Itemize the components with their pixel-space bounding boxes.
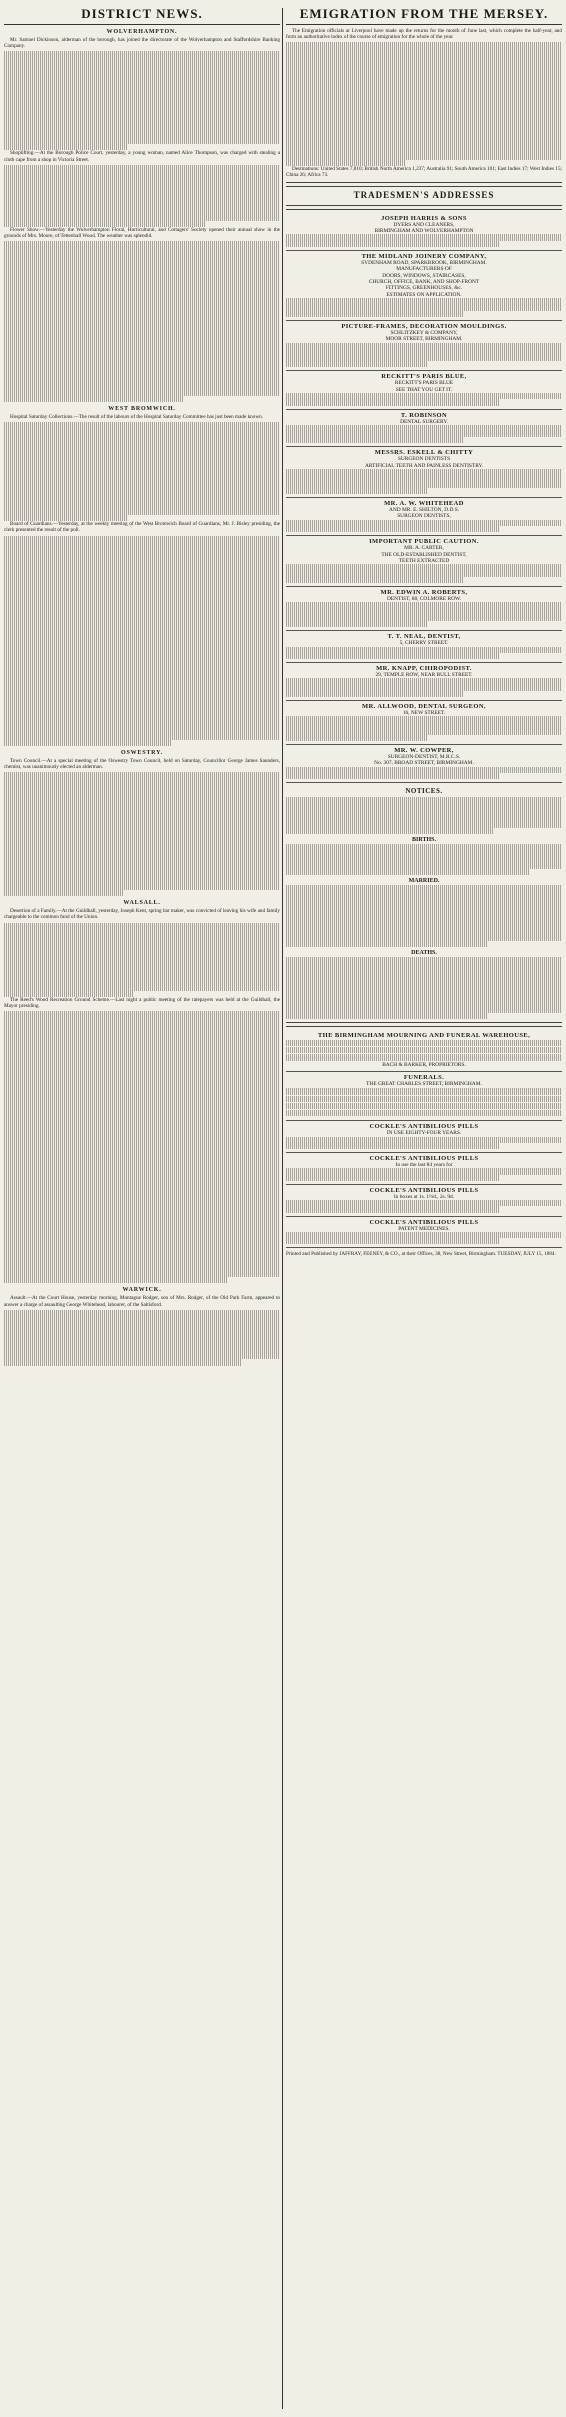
ad-line: DOORS, WINDOWS, STAIRCASES, bbox=[382, 272, 466, 279]
ad-subtitle: DENTIST, 88, COLMORE ROW. bbox=[387, 596, 461, 602]
ad-line: No. 307, BROAD STREET, BIRMINGHAM. bbox=[374, 760, 474, 767]
text-line bbox=[286, 621, 427, 627]
ad-name: T. ROBINSON bbox=[400, 411, 448, 419]
text-line bbox=[286, 1047, 562, 1053]
tradesman-ad bbox=[286, 587, 562, 631]
ad-name: PICTURE-FRAMES, DECORATION MOULDINGS. bbox=[341, 322, 507, 330]
funerals-ad-title: FUNERALS. bbox=[403, 1074, 445, 1082]
news-body bbox=[4, 772, 280, 896]
ad-name: MR. EDWIN A. ROBERTS, bbox=[380, 589, 468, 596]
tradesman-ad bbox=[286, 498, 562, 536]
news-body bbox=[4, 923, 280, 997]
tradesmen-heading: TRADESMEN'S ADDRESSES bbox=[353, 189, 495, 200]
births-body bbox=[286, 844, 562, 875]
section-heading: OSWESTRY. bbox=[121, 749, 163, 756]
text-line bbox=[286, 773, 499, 779]
ad-line: MANUFACTURERS OF bbox=[396, 266, 452, 273]
imprint: Printed and Published by JAFFRAY, FEENEY, & CO., at their Offices, 38, New Street, Birmingham. TUESDAY, JULY 15, 1884. bbox=[286, 1251, 556, 1258]
text-line bbox=[4, 1277, 228, 1283]
text-line bbox=[286, 526, 499, 532]
funerals-ad bbox=[286, 1072, 562, 1121]
text-line bbox=[4, 1359, 241, 1365]
text-line bbox=[4, 144, 128, 150]
ad-line: SEE THAT YOU GET IT. bbox=[395, 386, 453, 393]
emigration-stats: Destinations: United States 7,810; British North America 1,237; Australia 91; South America 101; East Indies 17; West Indies 15; China 26; Africa 73. bbox=[286, 166, 562, 179]
cockle-pills-ads bbox=[286, 1121, 562, 1248]
divider bbox=[286, 1022, 562, 1027]
deaths-heading: DEATHS. bbox=[411, 950, 437, 957]
text-line bbox=[286, 311, 463, 317]
ad-subtitle: SCHLITZKEY & COMPANY, bbox=[390, 329, 458, 336]
funerals-ad-address: THE GREAT CHARLES STREET, BIRMINGHAM. bbox=[366, 1081, 482, 1088]
news-paragraph: Shoplifting.—At the Borough Police Court, yesterday, a young woman, named Alice Thompson, was charged with stealing a cloth cape from a shop in Victoria Street. bbox=[4, 150, 280, 163]
notices-body bbox=[286, 797, 562, 834]
section-heading: WOLVERHAMPTON. bbox=[106, 29, 178, 35]
text-line bbox=[286, 361, 427, 367]
advertisements bbox=[286, 213, 562, 784]
news-paragraph: Mr. Samuel Dickinson, alderman of the borough, has joined the directorate of the Wolverhampton and Staffordshire Banking Company. bbox=[4, 37, 280, 50]
divider bbox=[286, 205, 562, 210]
ad-subtitle: 16, NEW STREET. bbox=[402, 709, 446, 716]
text-line bbox=[4, 890, 123, 896]
news-paragraph: Assault.—At the Court House, yesterday morning, Montague Rodger, son of Mrs. Rodger, of the Old Park Farm, appeared to answer a charge of assaulting George Whitehead, labourer, of the Saltisford. bbox=[4, 1295, 280, 1308]
text-line bbox=[286, 488, 427, 494]
news-body bbox=[4, 536, 280, 746]
news-paragraph: Flower Show.—Yesterday the Wolverhampton Floral, Horticultural, and Cottagers' Society opened their annual show in the grounds of Mrs. Moore, of Tettenhall Wood. The weather was splendid. bbox=[4, 226, 280, 239]
text-line bbox=[286, 1206, 499, 1212]
section-heading: WEST BROMWICH. bbox=[108, 405, 176, 412]
funeral-warehouse-ad bbox=[286, 1030, 562, 1072]
section-heading: WALSALL. bbox=[123, 900, 161, 907]
emigration-intro: The Emigration officials at Liverpool have made up the returns for the month of June last, which complete the half-year, and form an authoritative index of the course of emigration for the whole of the year. bbox=[286, 28, 562, 41]
emigration-heading: EMIGRATION FROM THE MERSEY. bbox=[286, 6, 562, 25]
text-line bbox=[286, 1096, 562, 1102]
tradesman-ad bbox=[286, 447, 562, 498]
tradesman-ad bbox=[286, 536, 562, 587]
text-line bbox=[286, 1175, 499, 1181]
text-line bbox=[286, 869, 529, 875]
news-paragraph: Town Council.—At a special meeting of the Oswestry Town Council, held on Saturday, Councillor George James Saunders, chemist, was unanimously elected an alderman. bbox=[4, 757, 280, 771]
ad-name: COCKLE'S ANTIBILIOUS PILLS bbox=[369, 1123, 479, 1131]
ad-subtitle: SURGEON DENTISTS bbox=[397, 456, 451, 463]
text-line bbox=[286, 399, 499, 405]
news-body bbox=[4, 51, 280, 150]
column-divider bbox=[282, 8, 283, 2409]
ad-subtitle: PATENT MEDICINES. bbox=[398, 1225, 450, 1232]
text-line bbox=[286, 653, 499, 659]
tradesman-ad bbox=[286, 321, 562, 372]
text-line bbox=[286, 1040, 562, 1046]
cockle-pills-ad bbox=[286, 1185, 562, 1217]
tradesman-ad bbox=[286, 631, 562, 663]
tradesman-ad bbox=[286, 663, 562, 701]
text-line bbox=[286, 577, 463, 583]
ad-subtitle: In use the last 84 years for bbox=[395, 1161, 453, 1168]
ad-name: COCKLE'S ANTIBILIOUS PILLS bbox=[369, 1154, 479, 1162]
ad-name: COCKLE'S ANTIBILIOUS PILLS bbox=[369, 1186, 479, 1194]
cockle-pills-ad bbox=[286, 1121, 562, 1153]
text-line bbox=[286, 1013, 487, 1019]
ad-name: MR. KNAPP, CHIROPODIST. bbox=[376, 664, 472, 672]
divider bbox=[286, 182, 562, 187]
news-paragraph: Desertion of a Family.—At the Guildhall, yesterday, Joseph Kent, spring bar maker, was convicted of leaving his wife and family chargeable to the common fund of the Union. bbox=[4, 908, 280, 921]
news-body bbox=[4, 422, 280, 521]
news-paragraph: The Reed's Wood Recreation Ground Scheme.—Last night a public meeting of the ratepayers was held at the Guildhall, the Mayor presiding. bbox=[4, 996, 280, 1009]
text-line bbox=[4, 991, 134, 997]
ad-subtitle: 5, CHERRY STREET. bbox=[399, 640, 449, 647]
section-heading: WARWICK. bbox=[122, 1287, 162, 1294]
notices-heading: NOTICES. bbox=[405, 787, 443, 796]
ad-name: T. T. NEAL, DENTIST, bbox=[387, 633, 461, 641]
district-news-heading: DISTRICT NEWS. bbox=[4, 6, 280, 25]
ad-name: MR. A. W. WHITEHEAD bbox=[384, 500, 464, 508]
ad-line: SURGEON DENTISTS, bbox=[397, 513, 451, 520]
deaths-body bbox=[286, 957, 562, 1019]
text-line bbox=[286, 160, 405, 166]
ad-line: THE OLD-ESTABLISHED DENTIST, bbox=[381, 551, 467, 558]
text-line bbox=[286, 828, 493, 834]
text-line bbox=[4, 396, 183, 402]
ad-line: MOOR STREET, BIRMINGHAM. bbox=[385, 336, 463, 343]
ad-name: RECKITT'S PARIS BLUE, bbox=[381, 373, 467, 381]
marriages-heading: MARRIED. bbox=[408, 878, 440, 885]
cockle-pills-ad bbox=[286, 1153, 562, 1185]
tradesman-ad bbox=[286, 410, 562, 448]
text-line bbox=[286, 1143, 499, 1149]
ad-subtitle: DYERS AND CLEANERS, bbox=[393, 221, 455, 228]
text-line bbox=[4, 515, 128, 521]
ad-name: MR. W. COWPER, bbox=[394, 747, 454, 755]
ad-line: TEETH EXTRACTED bbox=[398, 558, 450, 565]
marriages-body bbox=[286, 885, 562, 947]
ad-name: MESSRS. ESKELL & CHITTY bbox=[374, 449, 474, 457]
tradesman-ad bbox=[286, 213, 562, 251]
news-body bbox=[4, 165, 280, 227]
ad-line: CHURCH, OFFICE, BANK, AND SHOP-FRONT bbox=[368, 278, 480, 285]
emigration-body bbox=[286, 42, 562, 166]
tradesman-ad bbox=[286, 701, 562, 745]
text-line bbox=[286, 941, 487, 947]
text-line bbox=[286, 1110, 562, 1116]
tradesman-ad bbox=[286, 371, 562, 409]
ad-name: THE MIDLAND JOINERY COMPANY, bbox=[361, 252, 487, 260]
ad-subtitle: SYDENHAM ROAD, SPARKBROOK, BIRMINGHAM. bbox=[361, 259, 487, 266]
ad-line: ARTIFICIAL TEETH AND PAINLESS DENTISTRY. bbox=[364, 462, 484, 469]
text-line bbox=[286, 241, 499, 247]
news-paragraph: Hospital Saturday Collections.—The result of the labours of the Hospital Saturday Committee has just been made known. bbox=[10, 413, 263, 420]
text-line bbox=[286, 735, 427, 741]
ad-subtitle: DENTAL SURGERY. bbox=[400, 418, 448, 425]
ad-subtitle: 29, TEMPLE ROW, NEAR BULL STREET. bbox=[375, 671, 473, 678]
news-body bbox=[4, 1310, 280, 1366]
ad-subtitle: IN USE EIGHTY-FOUR YEARS. bbox=[386, 1130, 462, 1137]
news-paragraph: Board of Guardians.—Yesterday, at the weekly meeting of the West Bromwich Board of Guardians, Mr. J. Bisley presiding, the clerk presented the result of the poll. bbox=[4, 521, 280, 534]
ad-subtitle: In boxes at 1s. 1½d., 2s. 9d. bbox=[393, 1193, 455, 1200]
text-line bbox=[286, 691, 463, 697]
tradesman-ad bbox=[286, 251, 562, 321]
tradesman-ad bbox=[286, 745, 562, 783]
funeral-ad-title: THE BIRMINGHAM MOURNING AND FUNERAL WAREHOUSE, bbox=[317, 1032, 531, 1040]
left-column bbox=[4, 6, 280, 2411]
ad-name: COCKLE'S ANTIBILIOUS PILLS bbox=[369, 1218, 479, 1226]
funeral-ad-proprietors: BACH & BARKER, PROPRIETORS. bbox=[382, 1061, 466, 1068]
ad-subtitle: SURGEON-DENTIST, M.R.C.S. bbox=[387, 754, 461, 761]
ad-line: ESTIMATES ON APPLICATION. bbox=[386, 291, 462, 298]
ad-subtitle: RECKITT'S PARIS BLUE bbox=[394, 380, 454, 387]
text-line bbox=[4, 740, 172, 746]
text-line bbox=[286, 1238, 499, 1244]
ad-subtitle: AND MR. E. SHILTON, D.D.S. bbox=[388, 507, 460, 514]
text-line bbox=[286, 1103, 562, 1109]
text-line bbox=[4, 221, 205, 227]
text-line bbox=[286, 1054, 562, 1060]
ad-line: FITTINGS, GREENHOUSES, &c. bbox=[385, 285, 463, 292]
cockle-pills-ad bbox=[286, 1217, 562, 1249]
ad-name: JOSEPH HARRIS & SONS bbox=[381, 214, 467, 222]
news-body bbox=[4, 1011, 280, 1283]
text-line bbox=[286, 1088, 562, 1094]
births-heading: BIRTHS. bbox=[412, 837, 436, 844]
ad-name: IMPORTANT PUBLIC CAUTION. bbox=[369, 538, 479, 546]
right-column bbox=[286, 6, 562, 2411]
text-line bbox=[286, 437, 463, 443]
ad-line: BIRMINGHAM AND WOLVERHAMPTON bbox=[374, 227, 474, 234]
news-body bbox=[4, 241, 280, 402]
ad-name: MR. ALLWOOD, DENTAL SURGEON, bbox=[362, 702, 486, 710]
ad-subtitle: MR. A. CARTER, bbox=[404, 545, 444, 552]
